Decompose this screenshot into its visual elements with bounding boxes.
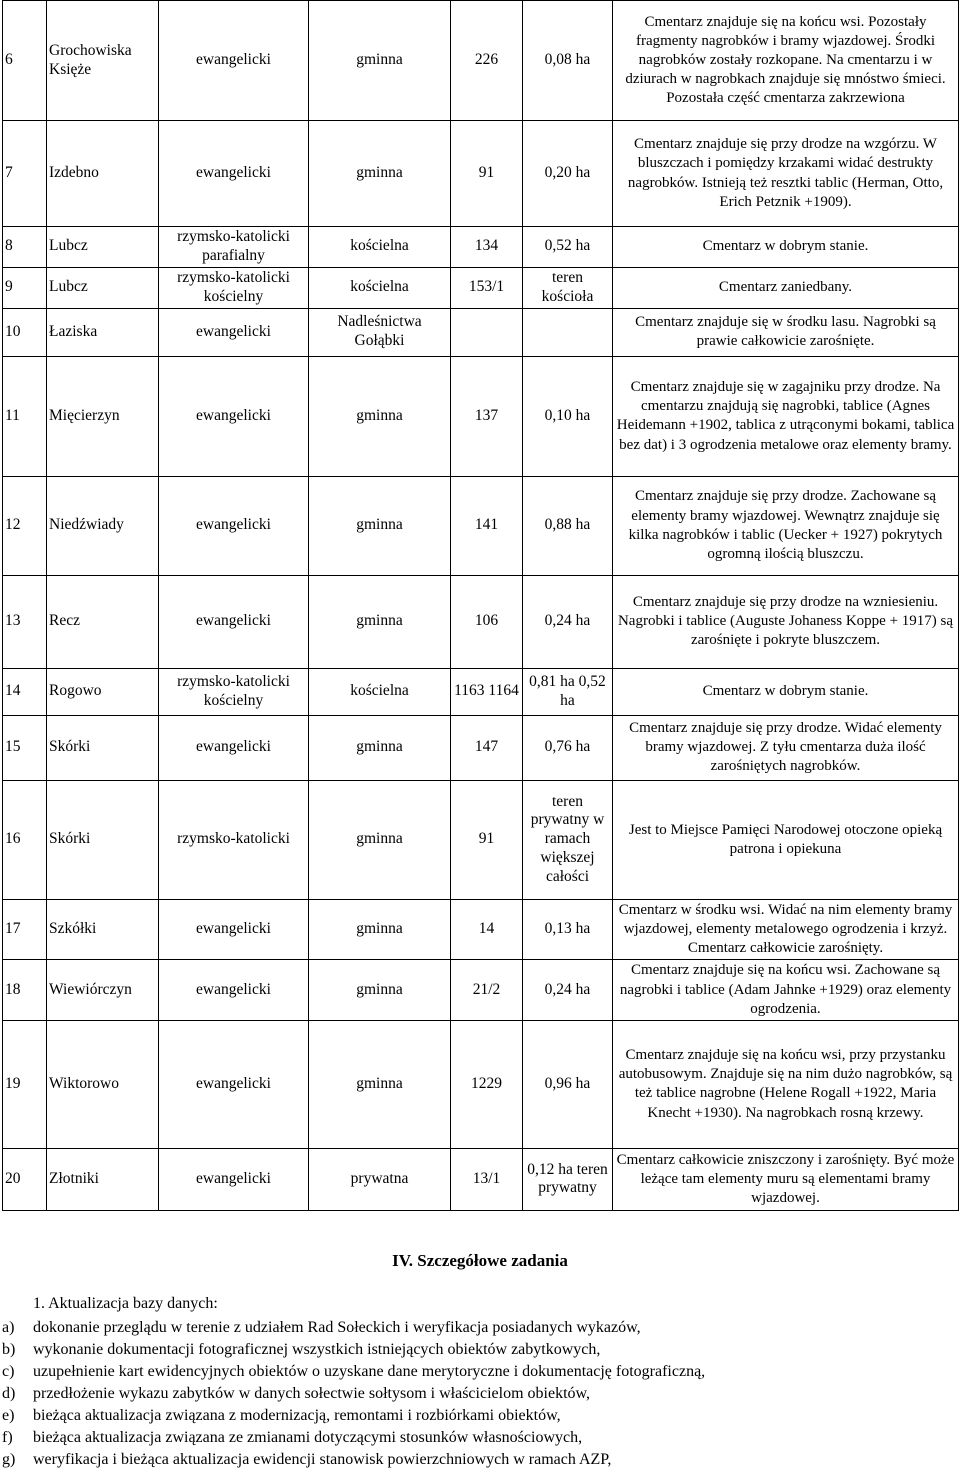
locality-cell: Lubcz (47, 227, 159, 268)
row-number-cell: 9 (3, 267, 47, 308)
list-item-letter: e) (2, 1407, 15, 1424)
ownership-cell: gminna (309, 715, 451, 780)
locality-cell: Niedźwiady (47, 476, 159, 575)
locality-cell: Skórki (47, 780, 159, 899)
locality-cell: Wiktorowo (47, 1020, 159, 1148)
list-item (0, 1361, 705, 1383)
list-item-text: uzupełnienie kart ewidencyjnych obiektów o uzyskane dane merytoryczne i dokumentację fotograficzną, (33, 1363, 706, 1380)
table-row (3, 308, 959, 356)
denomination-cell: ewangelicki (159, 308, 309, 356)
remarks-cell: Cmentarz znajduje się w zagajniku przy drodze. Na cmentarzu znajdują się nagrobki, tablice (Agnes Heidemann +1902, tablica z utrąconymi bokami, tablica bez dat) i 3 ogrodzenia metalowe oraz elementy bramy. (613, 356, 959, 476)
cemetery-register-body (3, 1, 959, 1211)
denomination-cell: ewangelicki (159, 356, 309, 476)
plot-number-cell: 134 (451, 227, 523, 268)
plot-number-cell: 1229 (451, 1020, 523, 1148)
row-number-cell: 17 (3, 899, 47, 960)
denomination-cell: ewangelicki (159, 476, 309, 575)
locality-cell: Izdebno (47, 121, 159, 227)
plot-number-cell: 1163 1164 (451, 668, 523, 715)
plot-number-cell: 106 (451, 575, 523, 668)
area-cell: 0,88 ha (523, 476, 613, 575)
area-cell: 0,81 ha 0,52 ha (523, 668, 613, 715)
section-title: IV. Szczegółowe zadania (392, 1251, 568, 1270)
task-list (0, 1317, 705, 1471)
area-cell: teren kościoła (523, 267, 613, 308)
ownership-cell: Nadleśnictwa Gołąbki (309, 308, 451, 356)
remarks-cell: Cmentarz znajduje się na końcu wsi. Zachowane są nagrobki i tablice (Adam Jahnke +1929) oraz elementy ogrodzenia. (613, 960, 959, 1021)
plot-number-cell: 137 (451, 356, 523, 476)
locality-cell: Złotniki (47, 1148, 159, 1210)
plot-number-cell: 226 (451, 1, 523, 121)
remarks-cell: Cmentarz znajduje się przy drodze na wzgórzu. W bluszczach i pomiędzy krzakami widać destrukty nagrobków. Istnieją też resztki tablic (Herman, Otto, Erich Petznik +1909). (613, 121, 959, 227)
denomination-cell: ewangelicki (159, 899, 309, 960)
list-item-text: przedłożenie wykazu zabytków w danych sołectwie sołtysom i właścicielom obiektów, (33, 1385, 591, 1402)
remarks-cell: Cmentarz w dobrym stanie. (613, 227, 959, 268)
row-number-cell: 14 (3, 668, 47, 715)
row-number-cell: 13 (3, 575, 47, 668)
cemetery-register-table (2, 0, 959, 1211)
row-number-cell: 18 (3, 960, 47, 1021)
area-cell: 0,13 ha (523, 899, 613, 960)
ownership-cell: gminna (309, 121, 451, 227)
list-item (0, 1339, 705, 1361)
table-row (3, 780, 959, 899)
ownership-cell: gminna (309, 899, 451, 960)
ownership-cell: gminna (309, 1, 451, 121)
table-row (3, 899, 959, 960)
list-item-letter: f) (2, 1429, 13, 1446)
remarks-cell: Cmentarz znajduje się na końcu wsi, przy przystanku autobusowym. Znajduje się na nim dużo nagrobków, są też tablice nagrobne (Helene Rogall +1922, Maria Knecht +1930). Na nagrobkach rosną krzewy. (613, 1020, 959, 1148)
table-row (3, 1, 959, 121)
locality-cell: Szkółki (47, 899, 159, 960)
remarks-cell: Cmentarz w środku wsi. Widać na nim elementy bramy wjazdowej, elementy metalowego ogrodzenia i krzyż. Cmentarz całkowicie zarośnięty. (613, 899, 959, 960)
denomination-cell: ewangelicki (159, 1148, 309, 1210)
denomination-cell: ewangelicki (159, 1020, 309, 1148)
ownership-cell: kościelna (309, 227, 451, 268)
row-number-cell: 19 (3, 1020, 47, 1148)
plot-number-cell: 147 (451, 715, 523, 780)
area-cell: 0,20 ha (523, 121, 613, 227)
area-cell: 0,10 ha (523, 356, 613, 476)
table-row (3, 267, 959, 308)
area-cell: 0,52 ha (523, 227, 613, 268)
list-item-letter: c) (2, 1363, 15, 1380)
list-item (0, 1449, 705, 1471)
row-number-cell: 15 (3, 715, 47, 780)
area-cell (523, 308, 613, 356)
list-item-text: wykonanie dokumentacji fotograficznej wszystkich istniejących obiektów zabytkowych, (33, 1341, 601, 1358)
denomination-cell: ewangelicki (159, 1, 309, 121)
locality-cell: Grochowiska Księże (47, 1, 159, 121)
ownership-cell: gminna (309, 960, 451, 1021)
ownership-cell: kościelna (309, 267, 451, 308)
table-row (3, 1148, 959, 1210)
remarks-cell: Cmentarz znajduje się w środku lasu. Nagrobki są prawie całkowicie zarośnięte. (613, 308, 959, 356)
ownership-cell: gminna (309, 1020, 451, 1148)
denomination-cell: rzymsko-katolicki (159, 780, 309, 899)
plot-number-cell: 14 (451, 899, 523, 960)
denomination-cell: ewangelicki (159, 575, 309, 668)
list-item-text: dokonanie przeglądu w terenie z udziałem Rad Sołeckich i weryfikacja posiadanych wykazów, (33, 1319, 641, 1336)
table-row (3, 476, 959, 575)
row-number-cell: 12 (3, 476, 47, 575)
locality-cell: Lubcz (47, 267, 159, 308)
area-cell: 0,96 ha (523, 1020, 613, 1148)
list-item (0, 1427, 705, 1449)
remarks-cell: Cmentarz znajduje się na końcu wsi. Pozostały fragmenty nagrobków i bramy wjazdowej. Środki nagrobków zostały rozkopane. Na cmentarzu i w dziurach w nagrobkach znajduje się mnóstwo śmieci. Pozostała część cmentarza zakrzewiona (613, 1, 959, 121)
list-item-text: bieżąca aktualizacja związana ze zmianami dotyczącymi stosunków własnościowych, (33, 1429, 583, 1446)
denomination-cell: ewangelicki (159, 121, 309, 227)
row-number-cell: 7 (3, 121, 47, 227)
remarks-cell: Cmentarz znajduje się przy drodze. Zachowane są elementy bramy wjazdowej. Wewnątrz znajduje się kilka nagrobków i tablic (Uecker + 1927) pokrytych ogromną ilością bluszczu. (613, 476, 959, 575)
plot-number-cell: 153/1 (451, 267, 523, 308)
area-cell: 0,12 ha teren prywatny (523, 1148, 613, 1210)
area-cell: 0,24 ha (523, 960, 613, 1021)
row-number-cell: 20 (3, 1148, 47, 1210)
section-subtitle: 1. Aktualizacja bazy danych: (33, 1295, 218, 1312)
list-item-text: bieżąca aktualizacja związana z modernizacją, remontami i rozbiórkami obiektów, (33, 1407, 561, 1424)
denomination-cell: rzymsko-katolicki parafialny (159, 227, 309, 268)
plot-number-cell: 141 (451, 476, 523, 575)
remarks-cell: Cmentarz znajduje się przy drodze na wzniesieniu. Nagrobki i tablice (Auguste Johaness Koppe + 1917) są zarośnięte i pokryte bluszczem. (613, 575, 959, 668)
ownership-cell: gminna (309, 780, 451, 899)
list-item-letter: a) (2, 1319, 15, 1336)
denomination-cell: ewangelicki (159, 960, 309, 1021)
plot-number-cell: 91 (451, 121, 523, 227)
list-item-letter: d) (2, 1385, 16, 1402)
area-cell: 0,08 ha (523, 1, 613, 121)
list-item-letter: b) (2, 1341, 16, 1358)
area-cell: 0,24 ha (523, 575, 613, 668)
ownership-cell: gminna (309, 575, 451, 668)
remarks-cell: Cmentarz zaniedbany. (613, 267, 959, 308)
ownership-cell: gminna (309, 476, 451, 575)
table-row (3, 715, 959, 780)
table-row (3, 960, 959, 1021)
list-item (0, 1383, 705, 1405)
list-item-letter: g) (2, 1451, 16, 1468)
locality-cell: Łaziska (47, 308, 159, 356)
table-row (3, 1020, 959, 1148)
denomination-cell: rzymsko-katolicki kościelny (159, 668, 309, 715)
ownership-cell: kościelna (309, 668, 451, 715)
table-row (3, 227, 959, 268)
row-number-cell: 16 (3, 780, 47, 899)
row-number-cell: 10 (3, 308, 47, 356)
remarks-cell: Cmentarz całkowicie zniszczony i zarośnięty. Być może leżące tam elementy muru są elementami bramy wjazdowej. (613, 1148, 959, 1210)
locality-cell: Mięcierzyn (47, 356, 159, 476)
plot-number-cell: 21/2 (451, 960, 523, 1021)
row-number-cell: 11 (3, 356, 47, 476)
denomination-cell: ewangelicki (159, 715, 309, 780)
area-cell: teren prywatny w ramach większej całości (523, 780, 613, 899)
table-row (3, 356, 959, 476)
locality-cell: Recz (47, 575, 159, 668)
row-number-cell: 6 (3, 1, 47, 121)
row-number-cell: 8 (3, 227, 47, 268)
list-item (0, 1317, 705, 1339)
area-cell: 0,76 ha (523, 715, 613, 780)
locality-cell: Wiewiórczyn (47, 960, 159, 1021)
locality-cell: Skórki (47, 715, 159, 780)
table-row (3, 575, 959, 668)
remarks-cell: Jest to Miejsce Pamięci Narodowej otoczone opieką patrona i opiekuna (613, 780, 959, 899)
denomination-cell: rzymsko-katolicki kościelny (159, 267, 309, 308)
remarks-cell: Cmentarz w dobrym stanie. (613, 668, 959, 715)
locality-cell: Rogowo (47, 668, 159, 715)
ownership-cell: gminna (309, 356, 451, 476)
ownership-cell: prywatna (309, 1148, 451, 1210)
plot-number-cell: 13/1 (451, 1148, 523, 1210)
list-item-text: weryfikacja i bieżąca aktualizacja ewidencji stanowisk powierzchniowych w ramach AZP, (33, 1451, 612, 1468)
list-item (0, 1405, 705, 1427)
plot-number-cell (451, 308, 523, 356)
table-row (3, 668, 959, 715)
plot-number-cell: 91 (451, 780, 523, 899)
table-row (3, 121, 959, 227)
remarks-cell: Cmentarz znajduje się przy drodze. Widać elementy bramy wjazdowej. Z tyłu cmentarza duża ilość zarośniętych nagrobków. (613, 715, 959, 780)
